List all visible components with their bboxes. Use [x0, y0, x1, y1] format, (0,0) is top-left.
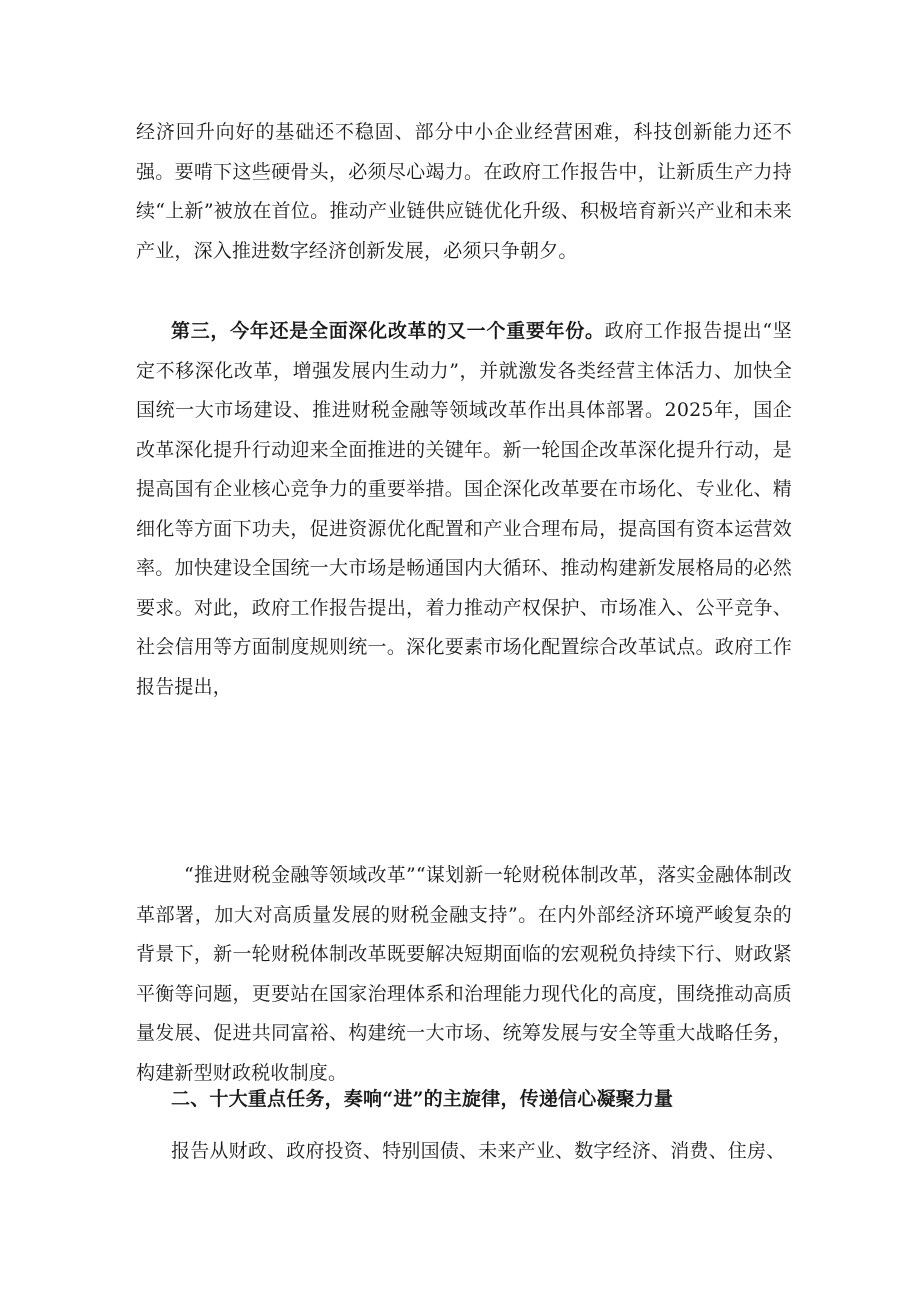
paragraph-reform-year — [136, 312, 792, 707]
paragraph-tasks: 报告从财政、政府投资、特别国债、未来产业、数字经济、消费、住房、 — [171, 1140, 786, 1162]
paragraph-lead-bold: 第三，今年还是全面深化改革的又一个重要年份。 — [171, 320, 605, 342]
paragraph-body: 政府工作报告提出“坚定不移深化改革，增强发展内生动力”，并就激发各类经营主体活力、加快全国统一大市场建设、推进财税金融等领域改革作出具体部署。2025年，国企改革深化提升行动迎来全面推进的关键年。新一轮国企改革深化提升行动，是提高国有企业核心竞争力的重要举措。国企深化改革要在市场化、专业化、精细化等方面下功夫，促进资源优化配置和产业合理布局，提高国有资本运营效率。加快建设全国统一大市场是畅通国内大循环、推动构建新发展格局的必然要求。对此，政府工作报告提出，着力推动产权保护、市场准入、公平竞争、社会信用等方面制度规则统一。深化要素市场化配置综合改革试点。政府工作报告提出， — [136, 320, 792, 698]
paragraph-continued: 经济回升向好的基础还不稳固、部分中小企业经营困难，科技创新能力还不强。要啃下这些硬骨头，必须尽心竭力。在政府工作报告中，让新质生产力持续“上新”被放在首位。推动产业链供应链优化升级、积极培育新兴产业和未来产业，深入推进数字经济创新发展，必须只争朝夕。 — [136, 121, 792, 262]
section-heading: 二、十大重点任务，奏响“进”的主旋律，传递信心凝聚力量 — [171, 1088, 674, 1110]
paragraph-fiscal-reform: “推进财税金融等领域改革”“谋划新一轮财税体制改革，落实金融体制改革部署，加大对高质量发展的财税金融支持”。在内外部经济环境严峻复杂的背景下，新一轮财税体制改革既要解决短期面临的宏观税负持续下行、财政紧平衡等问题，更要站在国家治理体系和治理能力现代化的高度，围绕推动高质量发展、促进共同富裕、构建统一大市场、统筹发展与安全等重大战略任务，构建新型财政税收制度。 — [136, 864, 792, 1084]
